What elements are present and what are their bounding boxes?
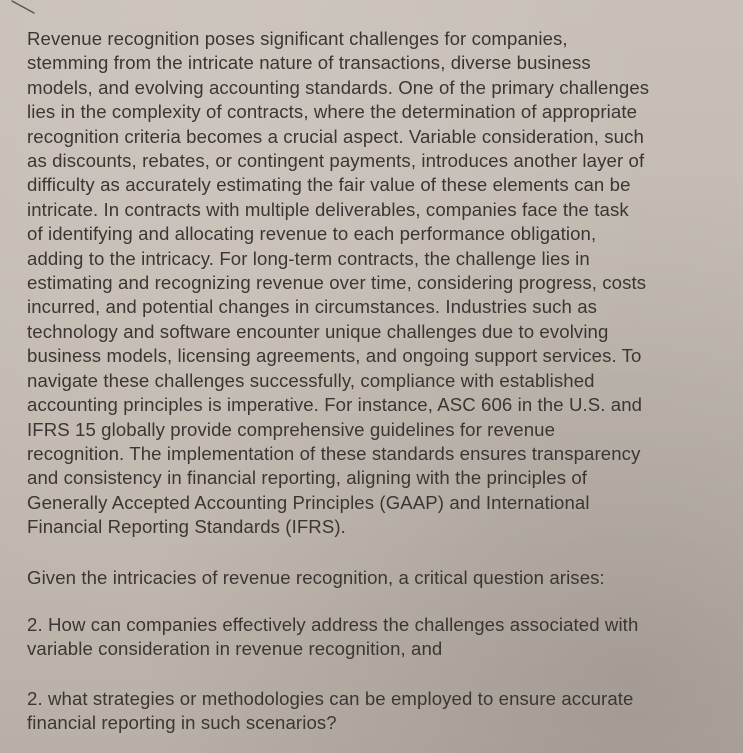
text-line: recognition criteria becomes a crucial aspect. Variable consideration, such [27,125,644,147]
text-line: IFRS 15 globally provide comprehensive guidelines for revenue [27,418,556,440]
text-line: navigate these challenges successfully, compliance with established [27,369,595,391]
text-line: incurred, and potential changes in circumstances. Industries such as [27,296,598,318]
text-line: financial reporting in such scenarios? [27,712,337,734]
text-line: business models, licensing agreements, and ongoing support services. To [27,345,642,367]
text-line: stemming from the intricate nature of transactions, diverse business [27,52,591,74]
text-line: Generally Accepted Accounting Principles (GAAP) and International [27,491,590,513]
text-line: 2. How can companies effectively address the challenges associated with [27,613,639,635]
text-line: difficulty as accurately estimating the fair value of these elements can be [27,174,631,196]
text-line: Financial Reporting Standards (IFRS). [27,516,346,538]
text-line: Given the intricacies of revenue recognition, a critical question arises: [27,566,605,588]
paragraph-question-intro [27,566,737,590]
text-line: and consistency in financial reporting, aligning with the principles of [27,467,588,489]
text-line: Revenue recognition poses significant challenges for companies, [27,28,568,49]
text-line: lies in the complexity of contracts, where the determination of appropriate [27,101,638,123]
text-line: of identifying and allocating revenue to each performance obligation, [27,223,597,245]
text-line: models, and evolving accounting standards. One of the primary challenges [27,76,650,98]
text-line: intricate. In contracts with multiple deliverables, companies face the task [27,198,629,220]
pen-stroke-mark [10,0,38,14]
question-item-2 [27,687,737,736]
text-line: accounting principles is imperative. For instance, ASC 606 in the U.S. and [27,394,643,416]
text-line: recognition. The implementation of these standards ensures transparency [27,442,641,464]
text-line: variable consideration in revenue recognition, and [27,638,443,660]
text-line: technology and software encounter unique challenges due to evolving [27,320,609,342]
question-item-1 [27,613,737,662]
text-line: estimating and recognizing revenue over time, considering progress, costs [27,272,647,294]
text-body [27,27,737,736]
text-line: as discounts, rebates, or contingent payments, introduces another layer of [27,150,645,172]
text-line: adding to the intricacy. For long-term contracts, the challenge lies in [27,247,590,269]
paragraph-main [27,27,737,540]
text-line: 2. what strategies or methodologies can be employed to ensure accurate [27,687,634,709]
